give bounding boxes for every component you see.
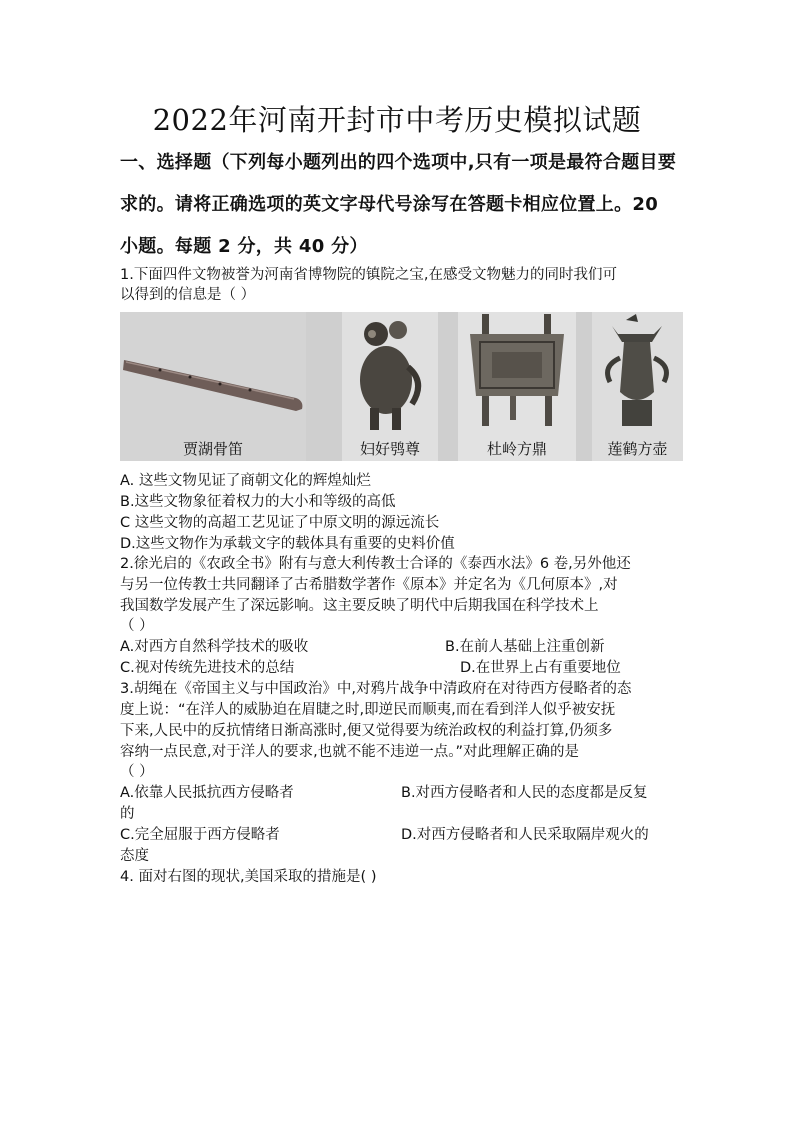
q1-stem-line-1: 1.下面四件文物被誉为河南省博物院的镇院之宝,在感受文物魅力的同时我们可 bbox=[120, 267, 617, 283]
artifact-panel-bone-flute bbox=[120, 312, 306, 461]
q3-stem-line-5: （ ） bbox=[120, 764, 154, 780]
q3-option-c: C.完全屈服于西方侵略者 bbox=[120, 827, 280, 843]
section-instructions-line-3: 小题。每题 2 分，共 40 分） bbox=[120, 236, 368, 257]
artifact-panel-square-ding bbox=[458, 312, 576, 461]
q1-option-a: A. 这些文物见证了商朝文化的辉煌灿烂 bbox=[120, 473, 371, 489]
artifact-panel-lotus-crane-hu bbox=[592, 312, 683, 461]
caption-owl-zun: 妇好鸮尊 bbox=[359, 440, 420, 458]
q2-stem-line-4: （ ） bbox=[120, 618, 154, 634]
caption-bone-flute: 贾湖骨笛 bbox=[182, 440, 243, 458]
artifact-panel-owl-zun bbox=[342, 312, 438, 461]
q1-option-d: D.这些文物作为承载文字的载体具有重要的史料价值 bbox=[120, 536, 455, 552]
artifact-image-strip bbox=[120, 312, 683, 461]
q2-option-a: A.对西方自然科学技术的吸收 bbox=[120, 639, 309, 655]
caption-lotus-crane-hu: 莲鹤方壶 bbox=[607, 440, 668, 458]
q3-stem-line-3: 下来,人民中的反抗情绪日渐高涨时,便又觉得要为统治政权的利益打算,仍须多 bbox=[120, 723, 613, 739]
q3-option-a: A.依靠人民抵抗西方侵略者 bbox=[120, 785, 294, 801]
q2-option-d: D.在世界上占有重要地位 bbox=[460, 660, 621, 676]
q1-option-c: C 这些文物的高超工艺见证了中原文明的源远流长 bbox=[120, 515, 440, 531]
caption-square-ding: 杜岭方鼎 bbox=[486, 440, 547, 458]
q4-stem: 4. 面对右图的现状,美国采取的措施是( ) bbox=[120, 869, 377, 885]
q3-stem-line-4: 容纳一点民意,对于洋人的要求,也就不能不违逆一点。”对此理解正确的是 bbox=[120, 744, 579, 760]
q2-option-c: C.视对传统先进技术的总结 bbox=[120, 660, 295, 676]
q2-stem-line-1: 2.徐光启的《农政全书》附有与意大利传教士合译的《泰西水法》6 卷,另外他还 bbox=[120, 556, 631, 572]
q3-option-b: B.对西方侵略者和人民的态度都是反复 bbox=[401, 785, 648, 801]
section-instructions-line-1: 一、选择题（下列每小题列出的四个选项中,只有一项是最符合题目要 bbox=[120, 152, 677, 173]
q2-option-b: B.在前人基础上注重创新 bbox=[445, 639, 605, 655]
q1-stem-line-2: 以得到的信息是（ ） bbox=[120, 287, 256, 303]
q3-option-b-continued: 的 bbox=[120, 806, 135, 822]
q2-stem-line-3: 我国数学发展产生了深远影响。这主要反映了明代中后期我国在科学技术上 bbox=[120, 598, 599, 614]
section-instructions-line-2: 求的。请将正确选项的英文字母代号涂写在答题卡相应位置上。20 bbox=[120, 194, 659, 215]
q2-stem-line-2: 与另一位传教士共同翻译了古希腊数学著作《原本》并定名为《几何原本》,对 bbox=[120, 577, 618, 593]
q3-stem-line-1: 3.胡绳在《帝国主义与中国政治》中,对鸦片战争中清政府在对待西方侵略者的态 bbox=[120, 681, 632, 697]
q3-option-d: D.对西方侵略者和人民采取隔岸观火的 bbox=[401, 827, 649, 843]
page-title: 2022年河南开封市中考历史模拟试题 bbox=[152, 103, 642, 137]
q3-option-d-continued: 态度 bbox=[120, 848, 149, 864]
q3-stem-line-2: 度上说：“在洋人的威胁迫在眉睫之时,即逆民而顺夷,而在看到洋人似乎被安抚 bbox=[120, 702, 616, 718]
q1-option-b: B.这些文物象征着权力的大小和等级的高低 bbox=[120, 494, 396, 510]
